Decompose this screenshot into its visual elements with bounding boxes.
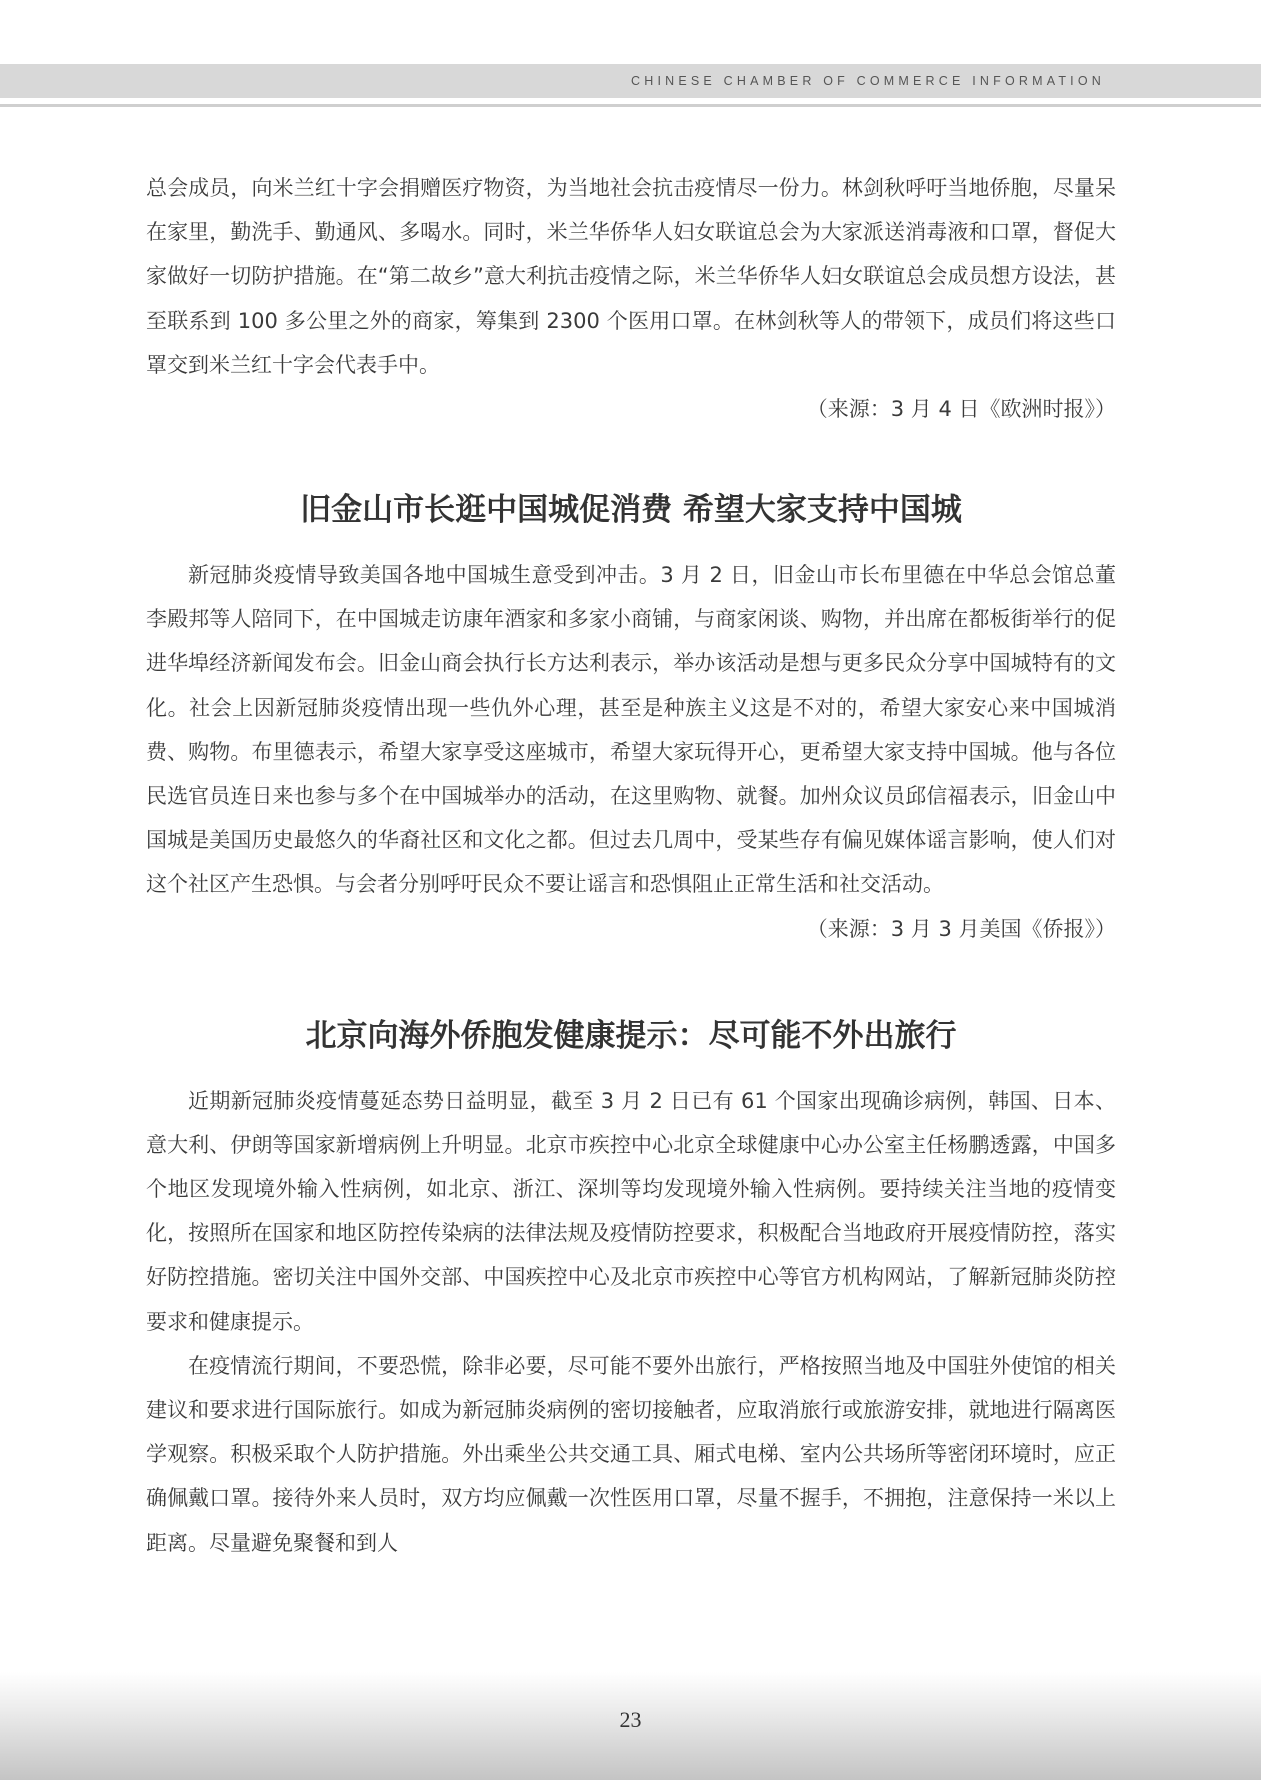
article-paragraph: 新冠肺炎疫情导致美国各地中国城生意受到冲击。3 月 2 日，旧金山市长布里德在中华总会馆总董李殿邦等人陪同下，在中国城走访康年酒家和多家小商铺，与商家闲谈、购物，并出席在都板街举行的促进华埠经济新闻发布会。旧金山商会执行长方达利表示，举办该活动是想与更多民众分享中国城特有的文化。社会上因新冠肺炎疫情出现一些仇外心理，甚至是种族主义这是不对的，希望大家安心来中国城消费、购物。布里德表示，希望大家享受这座城市，希望大家玩得开心，更希望大家支持中国城。他与各位民选官员连日来也参与多个在中国城举办的活动，在这里购物、就餐。加州众议员邱信福表示，旧金山中国城是美国历史最悠久的华裔社区和文化之都。但过去几周中，受某些存有偏见媒体谣言影响，使人们对这个社区产生恐惧。与会者分别呼吁民众不要让谣言和恐惧阻止正常生活和社交活动。	[146, 563, 1116, 897]
article-title: 旧金山市长逛中国城促消费 希望大家支持中国城	[300, 492, 962, 529]
page-number: 23	[619, 1707, 642, 1732]
article-sf-chinatown	[146, 488, 1116, 951]
article-beijing-health-tips	[146, 1014, 1116, 1565]
header-rule	[0, 104, 1261, 107]
article-paragraph: 在疫情流行期间，不要恐慌，除非必要，尽可能不要外出旅行，严格按照当地及中国驻外使馆的相关建议和要求进行国际旅行。如成为新冠肺炎病例的密切接触者，应取消旅行或旅游安排，就地进行隔离医学观察。积极采取个人防护措施。外出乘坐公共交通工具、厢式电梯、室内公共场所等密闭环境时，应正确佩戴口罩。接待外来人员时，双方均应佩戴一次性医用口罩，尽量不握手，不拥抱，注意保持一米以上距离。尽量避免聚餐和到人	[146, 1353, 1116, 1555]
article-source: （来源：3 月 4 日《欧洲时报》）	[806, 397, 1116, 422]
running-title: CHINESE CHAMBER OF COMMERCE INFORMATION	[631, 74, 1105, 88]
page-content	[146, 166, 1116, 1565]
article-continued	[146, 166, 1116, 431]
article-paragraph: 近期新冠肺炎疫情蔓延态势日益明显，截至 3 月 2 日已有 61 个国家出现确诊病例，韩国、日本、意大利、伊朗等国家新增病例上升明显。北京市疾控中心北京全球健康中心办公室主任杨鹏透露，中国多个地区发现境外输入性病例，如北京、浙江、深圳等均发现境外输入性病例。要持续关注当地的疫情变化，按照所在国家和地区防控传染病的法律法规及疫情防控要求，积极配合当地政府开展疫情防控，落实好防控措施。密切关注中国外交部、中国疾控中心及北京市疾控中心等官方机构网站，了解新冠肺炎防控要求和健康提示。	[146, 1088, 1116, 1334]
article-title: 北京向海外侨胞发健康提示：尽可能不外出旅行	[305, 1017, 957, 1054]
article-paragraph: 总会成员，向米兰红十字会捐赠医疗物资，为当地社会抗击疫情尽一份力。林剑秋呼吁当地侨胞，尽量呆在家里，勤洗手、勤通风、多喝水。同时，米兰华侨华人妇女联谊总会为大家派送消毒液和口罩，督促大家做好一切防护措施。在“第二故乡”意大利抗击疫情之际，米兰华侨华人妇女联谊总会成员想方设法，甚至联系到 100 多公里之外的商家，筹集到 2300 个医用口罩。在林剑秋等人的带领下，成员们将这些口罩交到米兰红十字会代表手中。	[146, 176, 1116, 377]
article-source: （来源：3 月 3 月美国《侨报》）	[806, 916, 1116, 941]
